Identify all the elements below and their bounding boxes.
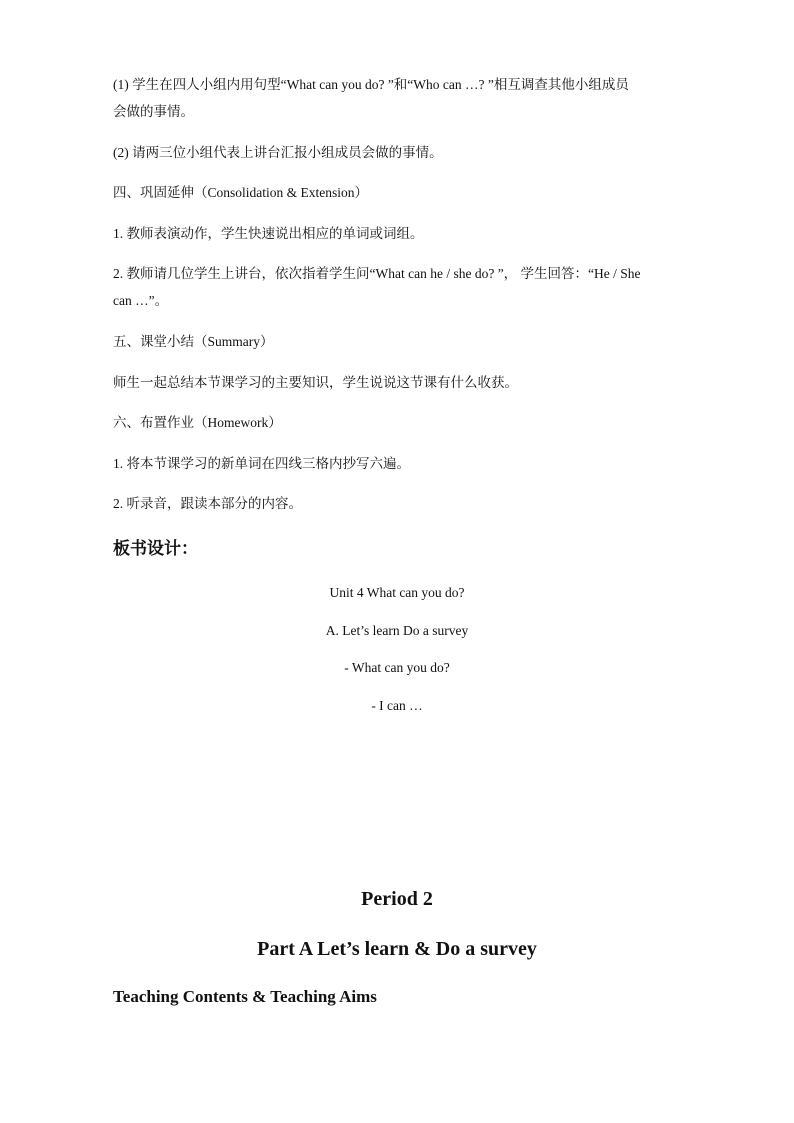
board-line: A. Let’s learn Do a survey [325,623,469,638]
section-title: Teaching Contents & Teaching Aims [113,987,377,1006]
period-title: Period 2 [361,888,433,910]
period-subtitle: Part A Let’s learn & Do a survey [257,938,537,960]
section-heading: 四、巩固延伸（Consolidation & Extension） [113,185,368,200]
board-design-heading: 板书设计： [113,539,198,558]
paragraph-line: (2) 请两三位小组代表上讲台汇报小组成员会做的事情。 [113,145,443,160]
section-heading: 六、布置作业（Homework） [113,415,282,430]
paragraph-line: 会做的事情。 [113,104,194,119]
paragraph-line: (1) 学生在四人小组内用句型“What can you do? ”和“Who can …? ”相互调查其他小组成员 [113,77,629,92]
paragraph-line: 师生一起总结本节课学习的主要知识，学生说说这节课有什么收获。 [113,375,518,390]
section-heading: 五、课堂小结（Summary） [113,334,274,349]
paragraph-line: 1. 将本节课学习的新单词在四线三格内抄写六遍。 [113,456,410,471]
paragraph-line: 1. 教师表演动作，学生快速说出相应的单词或词组。 [113,226,424,241]
paragraph-line: can …”。 [113,293,169,308]
board-line: Unit 4 What can you do? [329,585,465,600]
board-line: - What can you do? [344,660,450,675]
board-line: - I can … [371,698,423,713]
paragraph-line: 2. 教师请几位学生上讲台，依次指着学生问“What can he / she do? ”， 学生回答：“He / She [113,266,641,281]
paragraph-line: 2. 听录音，跟读本部分的内容。 [113,496,302,511]
